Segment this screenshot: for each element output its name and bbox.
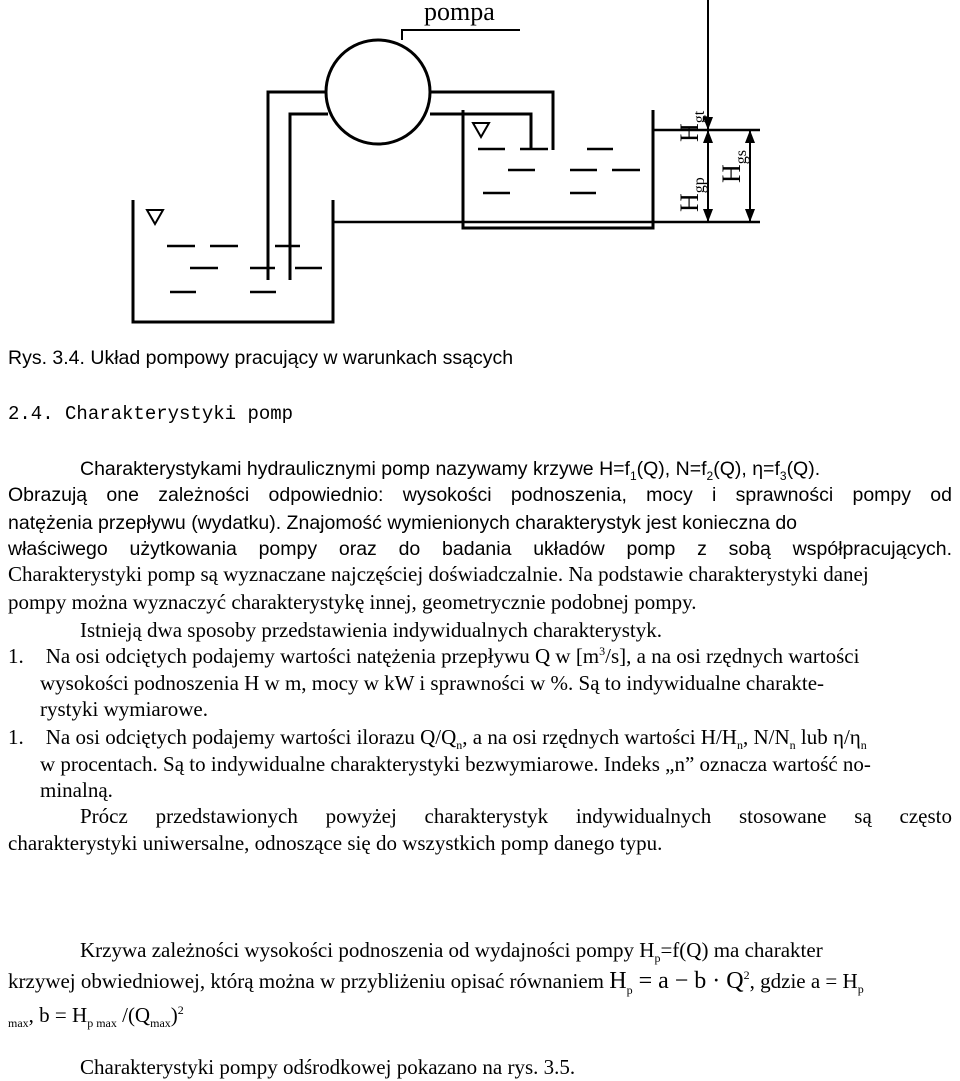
item2-line3: minalną. bbox=[40, 778, 113, 802]
p4-line1: Krzywa zależności wysokości podnoszenia od wydajności pompy $H_p=f(Q)$ ma charakter bbox=[80, 938, 823, 966]
item1-line2: wysokości podnoszenia H w m, mocy w kW i sprawności w %. Są to indywidualne charakte- bbox=[40, 671, 825, 695]
item2-line1: 1. Na osi odciętych podajemy wartości ilorazu $Q/Q_n$, a na osi rzędnych wartości $H/H_n$, $N/N_n$ lub $\eta/\eta_n$ bbox=[8, 725, 867, 753]
hgp-label: $H_{gp}$ bbox=[675, 177, 708, 212]
p4-line3: $_{max}$, $b = H_{p max}$ $/(Q_{max})^2$ bbox=[8, 1003, 184, 1031]
discharge-pipe bbox=[430, 92, 553, 150]
p2: Istnieją dwa sposoby przedstawienia indywidualnych charakterystyk. bbox=[80, 618, 663, 642]
pump-leader bbox=[402, 30, 520, 40]
section-heading: 2.4. Charakterystyki pomp bbox=[8, 403, 294, 425]
hgt-label: $H_{gt}$ bbox=[675, 110, 708, 142]
equation: $H_p = a - b \cdot Q^2$ bbox=[609, 968, 750, 997]
p1-line1: Charakterystykami hydraulicznymi pomp nazywamy krzywe $H=f_1(Q)$, $N=f_2(Q)$, $\eta=f_3(Q)$. bbox=[80, 458, 821, 483]
item1-line3: rystyki wymiarowe. bbox=[40, 697, 208, 721]
p1-line4: właściwego użytkowania pompy oraz do badania układów pomp z sobą współpracujących. bbox=[8, 538, 952, 560]
pump-system-diagram bbox=[0, 0, 960, 330]
pump-label: pompa bbox=[424, 0, 495, 26]
lower-tank bbox=[133, 200, 333, 322]
p1-line5: Charakterystyki pomp są wyznaczane najczęściej doświadczalnie. Na podstawie charakterystyki danej bbox=[8, 562, 869, 586]
pump-circle bbox=[326, 40, 430, 144]
lower-level-marker bbox=[147, 210, 163, 224]
figure-caption: Rys. 3.4. Układ pompowy pracujący w warunkach ssących bbox=[8, 347, 514, 369]
hgs-label: $H_{gs}$ bbox=[717, 149, 750, 183]
p1-line2: Obrazują one zależności odpowiednio: wysokości podnoszenia, mocy i sprawności pompy od bbox=[8, 484, 952, 506]
item2-line2: w procentach. Są to indywidualne charakterystyki bezwymiarowe. Indeks „n” oznacza wartość no- bbox=[40, 752, 871, 776]
p5: Charakterystyki pompy odśrodkowej pokazano na rys. 3.5. bbox=[80, 1055, 576, 1079]
item1-line1: 1. Na osi odciętych podajemy wartości natężenia przepływu Q w $[m^3/s]$, a na osi rzędnych wartości bbox=[8, 644, 860, 668]
p4-line2: krzywej obwiedniowej, którą można w przybliżeniu opisać równaniem $H_p = a - b \cdot Q^2$, gdzie $a = H_p$ bbox=[8, 968, 864, 997]
p1-line6: pompy można wyznaczyć charakterystykę innej, geometrycznie podobnej pompy. bbox=[8, 590, 697, 614]
p3-line2: charakterystyki uniwersalne, odnoszące się do wszystkich pomp danego typu. bbox=[8, 831, 663, 855]
p1-line3: natężenia przepływu (wydatku). Znajomość wymienionych charakterystyk jest konieczna do bbox=[8, 512, 798, 534]
upper-level-marker bbox=[473, 123, 489, 137]
p3-line1: Prócz przedstawionych powyżej charakterystyk indywidualnych stosowane są często bbox=[80, 804, 952, 828]
suction-pipe bbox=[268, 92, 328, 280]
